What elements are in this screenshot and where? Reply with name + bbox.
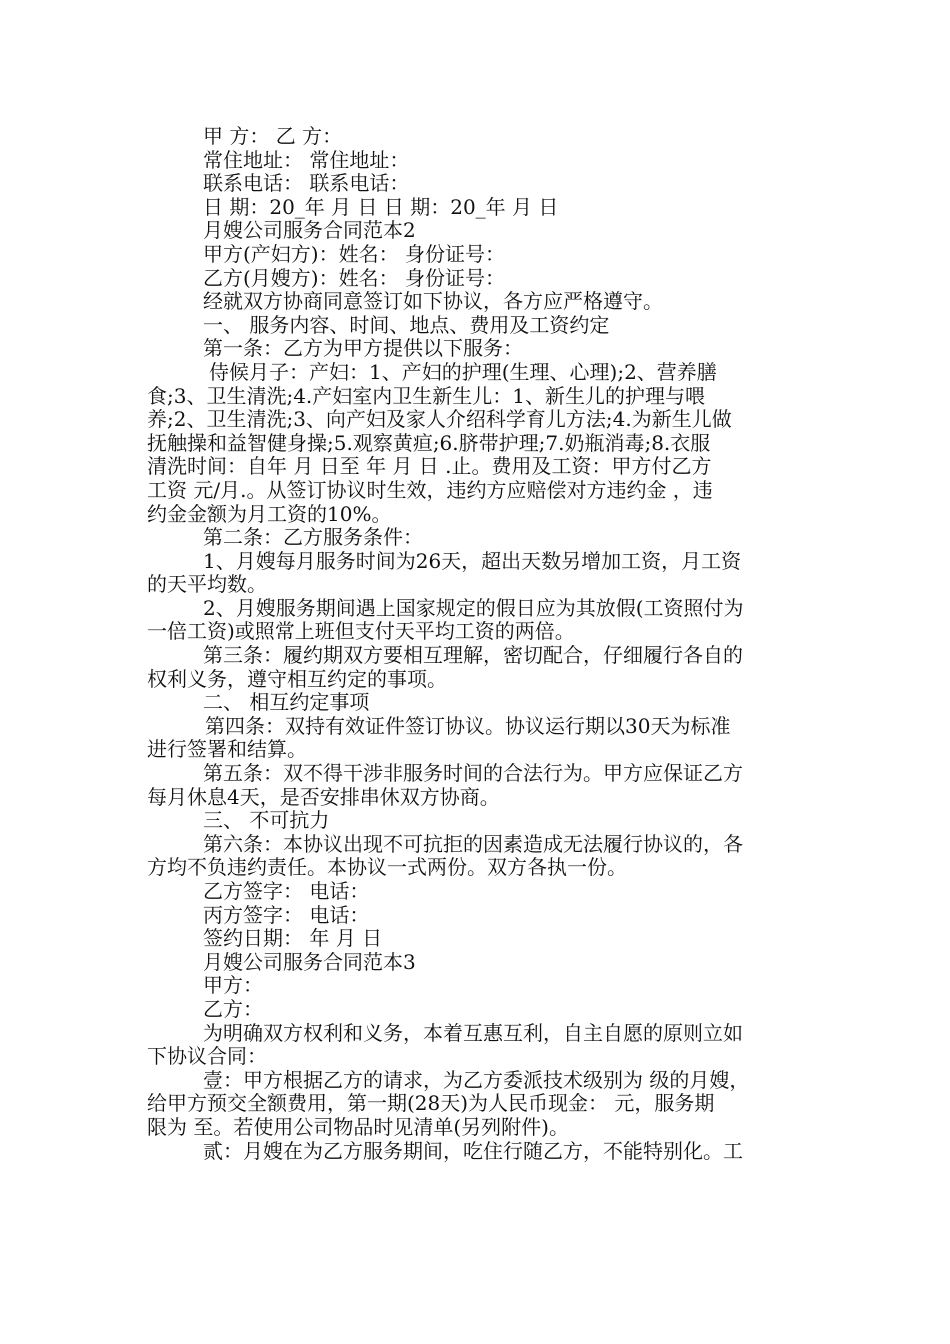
text-line: 1、月嫂每月服务时间为26天，超出天数另增加工资，月工资 (203, 549, 742, 573)
text-line: 第二条：乙方服务条件： (203, 526, 423, 550)
text-line: 养;2、卫生清洗;3、向产妇及家人介绍科学育儿方法;4.为新生儿做 (147, 408, 732, 432)
text-line: 第四条：双持有效证件签订协议。协议运行期以30天为标准 (205, 714, 731, 738)
text-line: 第一条：乙方为甲方提供以下服务： (203, 337, 523, 361)
text-line: 约金金额为月工资的10%。 (147, 502, 392, 526)
text-line: 日 期：20_年 月 日 日 期：20_年 月 日 (203, 195, 559, 219)
text-line: 乙方： (203, 997, 263, 1021)
text-line: 的天平均数。 (147, 573, 267, 597)
text-line: 抚触操和益智健身操;5.观察黄疸;6.脐带护理;7.奶瓶消毒;8.衣服 (147, 431, 711, 455)
text-line: 月嫂公司服务合同范本3 (203, 950, 416, 974)
text-line: 给甲方预交全额费用，第一期(28天)为人民币现金： 元，服务期 (147, 1092, 715, 1116)
text-line: 一倍工资)或照常上班但支付天平均工资的两倍。 (147, 620, 575, 644)
text-line: 进行签署和结算。 (147, 738, 307, 762)
text-line: 每月休息4天，是否安排串休双方协商。 (147, 785, 500, 809)
text-line: 方均不负违约责任。本协议一式两份。双方各执一份。 (147, 856, 627, 880)
text-line: 权利义务，遵守相互约定的事项。 (147, 667, 447, 691)
text-line: 甲方(产妇方)：姓名： 身份证号： (203, 242, 505, 266)
text-line: 签约日期： 年 月 日 (203, 927, 383, 951)
text-line: 第五条：双不得干涉非服务时间的合法行为。甲方应保证乙方 (203, 762, 743, 786)
text-line: 联系电话： 联系电话： (203, 172, 410, 196)
text-line: 二、 相互约定事项 (203, 691, 370, 715)
text-line: 侍候月子：产妇：1、产妇的护理(生理、心理);2、营养膳 (209, 360, 717, 384)
text-line: 工资 元/月.。从签订协议时生效，违约方应赔偿对方违约金 ，违 (147, 478, 713, 502)
text-line: 甲 方： 乙 方： (203, 125, 343, 148)
text-line: 丙方签字： 电话： (203, 903, 370, 927)
text-line: 清洗时间：自年 月 日至 年 月 日 .止。费用及工资：甲方付乙方 (147, 455, 712, 479)
text-line: 为明确双方权利和义务，本着互惠互利，自主自愿的原则立如 (203, 1021, 743, 1045)
text-line: 食;3、卫生清洗;4.产妇室内卫生新生儿：1、新生儿的护理与喂 (147, 384, 706, 408)
text-line: 三、 不可抗力 (203, 809, 330, 833)
text-line: 2、月嫂服务期间遇上国家规定的假日应为其放假(工资照付为 (203, 596, 744, 620)
text-line: 限为 至。若使用公司物品时见清单(另列附件)。 (147, 1115, 569, 1139)
text-line: 第三条：履约期双方要相互理解，密切配合，仔细履行各自的 (203, 644, 743, 668)
text-line: 乙方(月嫂方)：姓名： 身份证号： (203, 266, 505, 290)
text-line: 下协议合同： (147, 1045, 267, 1069)
text-line: 经就双方协商同意签订如下协议，各方应严格遵守。 (203, 290, 663, 314)
text-line: 第六条：本协议出现不可抗拒的因素造成无法履行协议的，各 (203, 832, 743, 856)
text-line: 常住地址： 常住地址： (203, 148, 410, 172)
text-line: 月嫂公司服务合同范本2 (203, 219, 416, 243)
contract-text (147, 125, 807, 1163)
text-line: 一、 服务内容、时间、地点、费用及工资约定 (203, 313, 610, 337)
text-line: 贰：月嫂在为乙方服务期间，吃住行随乙方，不能特别化。工 (203, 1139, 743, 1163)
text-line: 甲方： (203, 974, 263, 998)
text-line: 乙方签字： 电话： (203, 880, 370, 903)
text-line: 壹：甲方根据乙方的请求，为乙方委派技术级别为 级的月嫂， (203, 1068, 750, 1092)
